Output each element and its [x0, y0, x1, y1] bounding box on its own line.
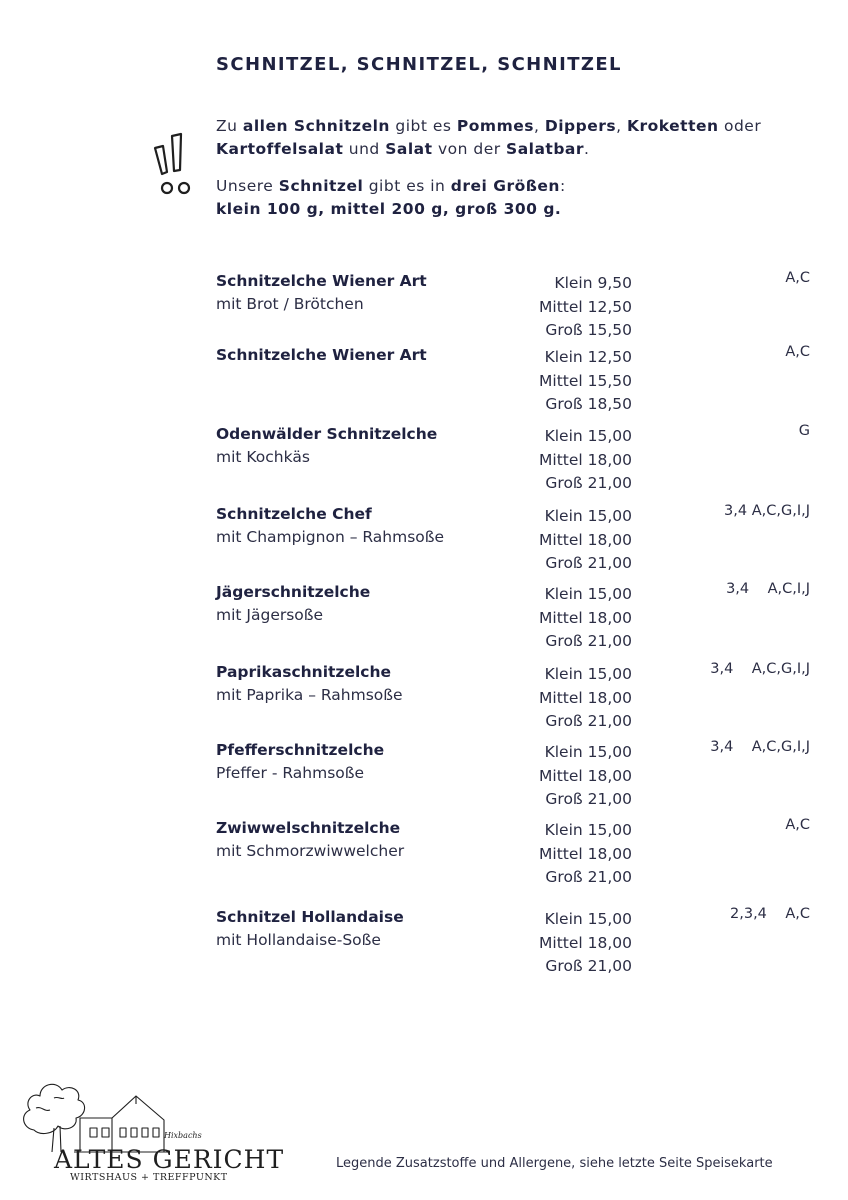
allergen-codes: 3,4 A,C,G,I,J [724, 503, 810, 519]
price-line: Klein 15,00 [544, 743, 632, 761]
price-line: Groß 21,00 [545, 712, 632, 731]
logo-name: ALTES GERICHT [54, 1145, 285, 1174]
intro-text: gibt es in [363, 177, 451, 195]
price-line: Mittel 18,00 [539, 688, 632, 707]
price-line: Klein 15,00 [544, 910, 632, 928]
intro-highlight: drei Größen [450, 177, 560, 195]
intro-text: gibt es [389, 117, 457, 135]
price-line: Mittel 18,00 [539, 766, 632, 785]
intro-text: : [559, 177, 566, 195]
intro-highlight: Schnitzel [278, 177, 364, 195]
intro-highlight: klein 100 g, mittel 200 g, groß 300 g. [216, 200, 562, 218]
allergen-codes: A,C [785, 344, 810, 360]
menu-item [216, 425, 816, 505]
intro-highlight: Dippers [544, 117, 617, 135]
allergen-codes: G [798, 423, 810, 439]
intro-sides [216, 115, 816, 161]
intro-line-3 [216, 175, 816, 198]
item-description: mit Champignon – Rahmsoße [216, 528, 445, 546]
item-name: Schnitzelche Wiener Art [216, 346, 427, 364]
intro-text: Unsere [216, 177, 279, 195]
price-line: Mittel 15,50 [539, 371, 632, 390]
menu-item [216, 663, 816, 743]
item-prices [539, 272, 632, 343]
item-name: Odenwälder Schnitzelche [216, 425, 438, 443]
allergen-codes: 3,4 A,C,I,J [726, 581, 810, 597]
item-name: Jägerschnitzelche [216, 583, 371, 601]
price-line: Groß 21,00 [545, 632, 632, 651]
item-name: Pfefferschnitzelche [216, 741, 385, 759]
logo-script: Hixbachs [164, 1131, 202, 1140]
item-description: mit Brot / Brötchen [216, 295, 364, 313]
intro-text: und [343, 140, 386, 158]
price-line: Groß 15,50 [545, 321, 632, 340]
price-line: Klein 9,50 [554, 274, 632, 292]
price-line: Groß 21,00 [545, 790, 632, 809]
intro-text: Zu [216, 117, 243, 135]
intro-line-4 [216, 198, 816, 221]
price-line: Klein 15,00 [544, 427, 632, 445]
item-prices [539, 583, 632, 654]
price-line: Groß 21,00 [545, 554, 632, 573]
item-name: Schnitzelche Wiener Art [216, 272, 427, 290]
price-line: Klein 12,50 [544, 348, 632, 366]
item-name: Zwiwwelschnitzelche [216, 819, 401, 837]
price-line: Klein 15,00 [544, 507, 632, 525]
item-description: mit Hollandaise-Soße [216, 931, 381, 949]
price-line: Mittel 18,00 [539, 933, 632, 952]
price-line: Mittel 18,00 [539, 608, 632, 627]
menu-item [216, 505, 816, 585]
intro-highlight: Pommes [456, 117, 534, 135]
item-prices [539, 741, 632, 812]
intro-text: , [616, 117, 627, 135]
price-line: Groß 21,00 [545, 868, 632, 887]
item-name: Paprikaschnitzelche [216, 663, 392, 681]
double-exclamation-icon [150, 130, 204, 200]
item-description: Pfeffer - Rahmsoße [216, 764, 365, 782]
intro-text: oder [718, 117, 762, 135]
intro-text: . [584, 140, 590, 158]
item-name: Schnitzelche Chef [216, 505, 372, 523]
price-line: Mittel 18,00 [539, 450, 632, 469]
intro-highlight: Salat [385, 140, 433, 158]
logo-tagline: WIRTSHAUS + TREFFPUNKT [70, 1172, 228, 1183]
intro-highlight: Salatbar [506, 140, 585, 158]
price-line: Groß 21,00 [545, 957, 632, 976]
menu-item [216, 908, 816, 988]
item-prices [539, 819, 632, 890]
item-description: mit Schmorzwiwwelcher [216, 842, 405, 860]
item-prices [539, 663, 632, 734]
allergen-codes: 3,4 A,C,G,I,J [710, 739, 810, 755]
price-line: Mittel 12,50 [539, 297, 632, 316]
intro-highlight: allen Schnitzeln [242, 117, 390, 135]
intro-text: , [533, 117, 545, 135]
price-line: Mittel 18,00 [539, 844, 632, 863]
item-description: mit Paprika – Rahmsoße [216, 686, 403, 704]
intro-highlight: Kroketten [626, 117, 719, 135]
allergen-codes: 3,4 A,C,G,I,J [710, 661, 810, 677]
menu-item [216, 272, 816, 352]
item-prices [539, 346, 632, 417]
intro-line-1 [216, 115, 816, 138]
price-line: Klein 15,00 [544, 665, 632, 683]
price-line: Groß 18,50 [545, 395, 632, 414]
item-description: mit Jägersoße [216, 606, 324, 624]
page-title: SCHNITZEL, SCHNITZEL, SCHNITZEL [216, 54, 622, 75]
price-line: Groß 21,00 [545, 474, 632, 493]
allergen-legend-note: Legende Zusatzstoffe und Allergene, siehe letzte Seite Speisekarte [336, 1156, 773, 1171]
price-line: Mittel 18,00 [539, 530, 632, 549]
intro-highlight: Kartoffelsalat [216, 140, 344, 158]
allergen-codes: A,C [785, 817, 810, 833]
menu-item [216, 741, 816, 821]
item-description: mit Kochkäs [216, 448, 310, 466]
item-prices [539, 505, 632, 576]
intro-sizes [216, 175, 816, 221]
allergen-codes: 2,3,4 A,C [730, 906, 810, 922]
menu-item [216, 583, 816, 663]
menu-item [216, 819, 816, 899]
item-prices [539, 425, 632, 496]
item-name: Schnitzel Hollandaise [216, 908, 404, 926]
intro-line-2 [216, 138, 816, 161]
price-line: Klein 15,00 [544, 821, 632, 839]
intro-text: von der [432, 140, 507, 158]
item-prices [539, 908, 632, 979]
menu-item [216, 346, 816, 426]
logo [14, 1068, 285, 1188]
allergen-codes: A,C [785, 270, 810, 286]
price-line: Klein 15,00 [544, 585, 632, 603]
